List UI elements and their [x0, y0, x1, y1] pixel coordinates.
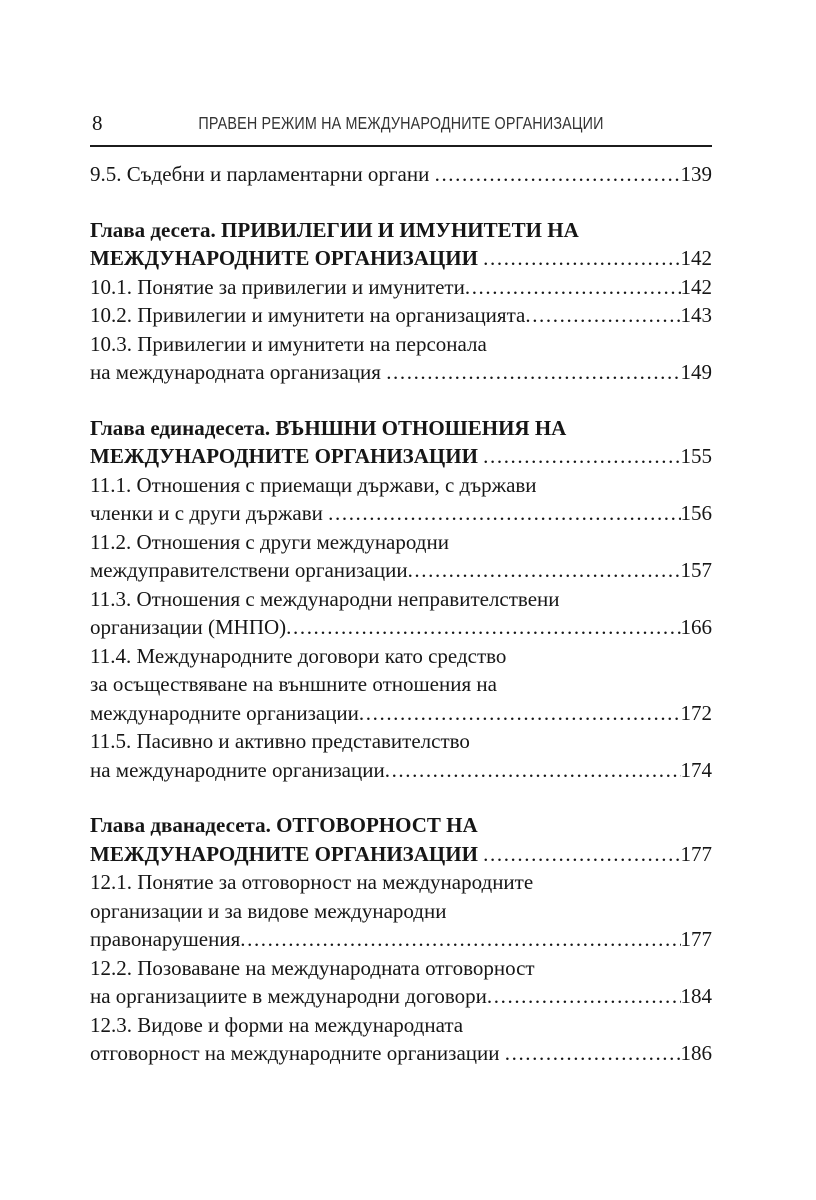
- dot-leader: [465, 273, 681, 302]
- toc-line-text: 10.3. Привилегии и имунитети на персонала: [90, 331, 487, 356]
- toc-line-text: 11.5. Пасивно и активно представителство: [90, 729, 470, 753]
- toc-section-entry: [90, 1011, 712, 1068]
- toc-section-entry: [90, 528, 712, 585]
- toc-chapter-entry: [90, 811, 712, 868]
- page-ref: 139: [680, 162, 712, 186]
- dot-leader: [386, 358, 680, 387]
- toc-line-text: правонарушения: [90, 927, 241, 951]
- toc-line: [90, 840, 712, 869]
- page-ref: 186: [680, 1041, 712, 1065]
- page-ref: 172: [680, 700, 712, 725]
- toc-line: [90, 1011, 712, 1040]
- toc-line: [90, 1039, 712, 1068]
- toc-line-text: организации (МНПО): [90, 615, 287, 639]
- dot-leader: [240, 925, 680, 954]
- toc-line-text: 11.3. Отношения с международни неправителствени: [90, 586, 560, 611]
- dot-leader: [505, 1039, 681, 1068]
- toc-line: [90, 670, 712, 699]
- dot-leader: [435, 160, 681, 189]
- toc-line: [90, 727, 712, 756]
- dot-leader: [483, 442, 680, 471]
- toc-line-text: организации и за видове международни: [90, 898, 447, 923]
- page-ref: 177: [680, 841, 712, 866]
- toc-chapter-entry: [90, 414, 712, 471]
- page-ref: 174: [680, 757, 712, 782]
- toc-section-entry: [90, 954, 712, 1011]
- dot-leader: [483, 244, 680, 273]
- page-number: 8: [92, 111, 103, 135]
- toc-line: [90, 330, 712, 359]
- toc-line-text: на международната организация: [90, 360, 387, 384]
- toc-line-text: 12.1. Понятие за отговорност на международните: [90, 870, 534, 894]
- toc-line: [90, 868, 712, 897]
- toc-line: [90, 897, 712, 926]
- toc-line: [90, 556, 712, 585]
- toc-section-entry: [90, 727, 712, 784]
- toc-line: [90, 613, 712, 642]
- page-ref: 142: [680, 274, 712, 299]
- page-ref: 157: [680, 558, 712, 582]
- page-ref: 177: [680, 927, 712, 951]
- toc-line-text: за осъществяване на външните отношения на: [90, 672, 497, 696]
- toc-line: [90, 756, 712, 785]
- toc-line-text: 11.1. Отношения с приемащи държави, с държави: [90, 472, 537, 497]
- toc-section-entry: [90, 330, 712, 387]
- toc-line-text: междуправителствени организации: [90, 558, 408, 582]
- dot-leader: [487, 982, 681, 1011]
- toc-line-text: МЕЖДУНАРОДНИТЕ ОРГАНИЗАЦИИ: [90, 444, 484, 468]
- toc-line: [90, 982, 712, 1011]
- dot-leader: [408, 556, 681, 585]
- toc-line: [90, 642, 712, 671]
- dot-leader: [286, 613, 680, 642]
- toc-line: [90, 954, 712, 983]
- toc-line-text: Глава единадесета. ВЪНШНИ ОТНОШЕНИЯ НА: [90, 415, 567, 440]
- page-ref: 149: [680, 360, 712, 384]
- toc-line-text: Глава дванадесета. ОТГОВОРНОСТ НА: [90, 813, 478, 837]
- toc-line-text: МЕЖДУНАРОДНИТЕ ОРГАНИЗАЦИИ: [90, 246, 484, 270]
- dot-leader: [525, 301, 680, 330]
- page-ref: 166: [680, 615, 712, 639]
- toc-line: [90, 811, 712, 840]
- toc-line: [90, 160, 712, 189]
- toc-line-text: 11.2. Отношения с други международни: [90, 529, 449, 554]
- toc-section-entry: [90, 471, 712, 528]
- page-ref: 155: [680, 444, 712, 468]
- toc-line-text: на международните организации: [90, 757, 385, 782]
- toc-chapter-entry: [90, 216, 712, 273]
- toc-line: [90, 471, 712, 500]
- toc-line: [90, 414, 712, 443]
- toc-line-text: отговорност на международните организации: [90, 1041, 505, 1065]
- toc-line-text: Глава десета. ПРИВИЛЕГИИ И ИМУНИТЕТИ НА: [90, 217, 579, 242]
- page-ref: 156: [680, 501, 712, 525]
- toc-line: [90, 244, 712, 273]
- toc-line-text: МЕЖДУНАРОДНИТЕ ОРГАНИЗАЦИИ: [90, 841, 484, 866]
- toc-line-text: 10.2. Привилегии и имунитети на организацията: [90, 303, 526, 327]
- toc-line: [90, 699, 712, 728]
- toc-section-entry: [90, 585, 712, 642]
- page-ref: 143: [680, 303, 712, 327]
- toc-section-entry: [90, 642, 712, 728]
- toc-line-text: 12.2. Позоваване на международната отговорност: [90, 955, 535, 980]
- toc-line-text: 9.5. Съдебни и парламентарни органи: [90, 162, 435, 186]
- toc-line: [90, 216, 712, 245]
- toc-line-text: членки и с други държави: [90, 501, 329, 525]
- running-title: ПРАВЕН РЕЖИМ НА МЕЖДУНАРОДНИТЕ ОРГАНИЗАЦИИ: [198, 113, 604, 133]
- page-ref: 142: [680, 246, 712, 270]
- toc-section-entry: [90, 273, 712, 302]
- toc-line: [90, 585, 712, 614]
- page-header: [90, 113, 712, 147]
- toc: [90, 160, 712, 1068]
- toc-line-text: 11.4. Международните договори като средство: [90, 643, 507, 668]
- toc-line-text: на организациите в международни договори: [90, 984, 487, 1008]
- dot-leader: [359, 699, 681, 728]
- toc-line: [90, 301, 712, 330]
- toc-section-entry: [90, 868, 712, 954]
- toc-line: [90, 442, 712, 471]
- toc-line-text: международните организации: [90, 700, 359, 725]
- toc-section-entry: [90, 301, 712, 330]
- toc-section-entry: [90, 160, 712, 189]
- toc-line: [90, 273, 712, 302]
- toc-line: [90, 925, 712, 954]
- toc-line-text: 10.1. Понятие за привилегии и имунитети: [90, 274, 465, 299]
- page-ref: 184: [680, 984, 712, 1008]
- toc-line-text: 12.3. Видове и форми на международната: [90, 1012, 464, 1037]
- dot-leader: [328, 499, 680, 528]
- toc-line: [90, 499, 712, 528]
- dot-leader: [483, 840, 680, 869]
- dot-leader: [385, 756, 681, 785]
- toc-line: [90, 528, 712, 557]
- toc-line: [90, 358, 712, 387]
